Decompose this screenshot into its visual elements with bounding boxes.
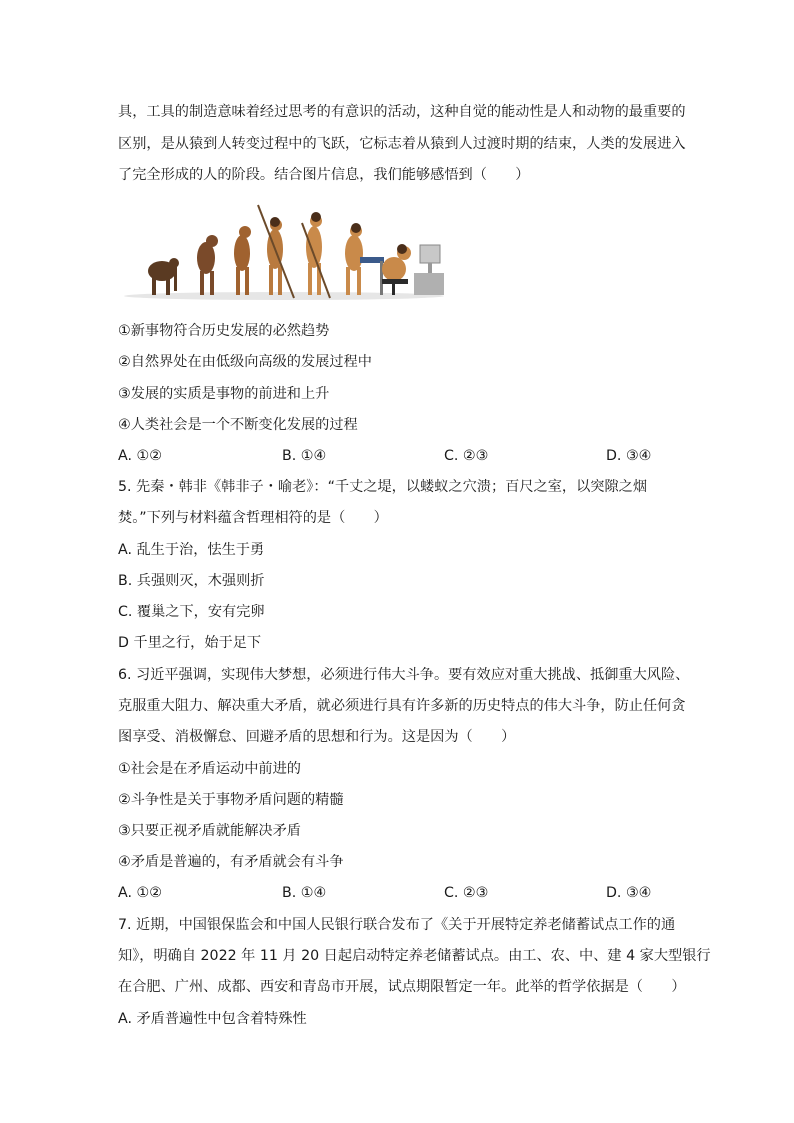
q5-stem-line-2: 焚。”下列与材料蕴含哲理相符的是（ ） [118,510,388,526]
q4-statement-1: ①新事物符合历史发展的必然趋势 [118,323,330,339]
intro-line-2: 区别，是从猿到人转变过程中的飞跃，它标志着从猿到人过渡时期的结束，人类的发展进入 [118,136,686,152]
hominid-figure-icon [197,235,218,295]
q6-option-c[interactable]: C. ②③ [444,885,489,901]
computer-user-figure-icon [382,244,444,295]
q5-stem-line-1: 5. 先秦・韩非《韩非子・喻老》：“千丈之堤，以蝼蚁之穴溃；百尺之室，以突隙之烟 [118,479,648,495]
intro-line-3: 了完全形成的人的阶段。结合图片信息，我们能够感悟到（ ） [118,167,530,183]
q4-statement-2: ②自然界处在由低级向高级的发展过程中 [118,354,372,370]
hominid-figure-icon [234,226,251,295]
q7-stem-line-2: 知》，明确自 2022 年 11 月 20 日起启动特定养老储蓄试点。由工、农、中、建 4 家大型银行 [118,948,711,964]
q5-option-a[interactable]: A. 乱生于治，怯生于勇 [118,542,265,558]
q4-options [118,446,678,466]
q6-option-b[interactable]: B. ①④ [282,885,327,901]
q6-statement-4: ④矛盾是普遍的，有矛盾就会有斗争 [118,854,344,870]
q4-option-a[interactable]: A. ①② [118,448,162,464]
q6-statement-3: ③只要正视矛盾就能解决矛盾 [118,823,301,839]
q6-statement-2: ②斗争性是关于事物矛盾问题的精髓 [118,792,344,808]
intro-line-1: 具，工具的制造意味着经过思考的有意识的活动，这种自觉的能动性是人和动物的最重要的 [118,104,686,120]
q4-statement-3: ③发展的实质是事物的前进和上升 [118,386,330,402]
q4-option-b[interactable]: B. ①④ [282,448,327,464]
q4-option-c[interactable]: C. ②③ [444,448,489,464]
q6-options [118,883,678,903]
worker-figure-icon [345,223,384,295]
q5-option-b[interactable]: B. 兵强则灭，木强则折 [118,573,265,589]
q4-option-d[interactable]: D. ③④ [606,448,652,464]
q6-stem-line-2: 克服重大阻力、解决重大矛盾，就必须进行具有许多新的历史特点的伟大斗争，防止任何贪 [118,698,686,714]
q5-option-d[interactable]: D 千里之行，始于足下 [118,635,262,651]
ape-figure-icon [148,258,179,295]
q6-stem-line-1: 6. 习近平强调，实现伟大梦想，必须进行伟大斗争。要有效应对重大挑战、抵御重大风险、 [118,667,690,683]
q6-option-d[interactable]: D. ③④ [606,885,652,901]
human-evolution-image [124,203,446,303]
q4-statement-4: ④人类社会是一个不断变化发展的过程 [118,417,358,433]
q6-stem-line-3: 图享受、消极懈怠、回避矛盾的思想和行为。这是因为（ ） [118,729,516,745]
q5-option-c[interactable]: C. 覆巢之下，安有完卵 [118,604,265,620]
q7-option-a[interactable]: A. 矛盾普遍性中包含着特殊性 [118,1011,307,1027]
q7-stem-line-1: 7. 近期，中国银保监会和中国人民银行联合发布了《关于开展特定养老储蓄试点工作的通 [118,917,676,933]
q7-stem-line-3: 在合肥、广州、成都、西安和青岛市开展，试点期限暂定一年。此举的哲学依据是（ ） [118,979,686,995]
human-figure-icon [302,212,330,298]
hominid-figure-icon [258,205,294,298]
q6-option-a[interactable]: A. ①② [118,885,162,901]
q6-statement-1: ①社会是在矛盾运动中前进的 [118,761,301,777]
